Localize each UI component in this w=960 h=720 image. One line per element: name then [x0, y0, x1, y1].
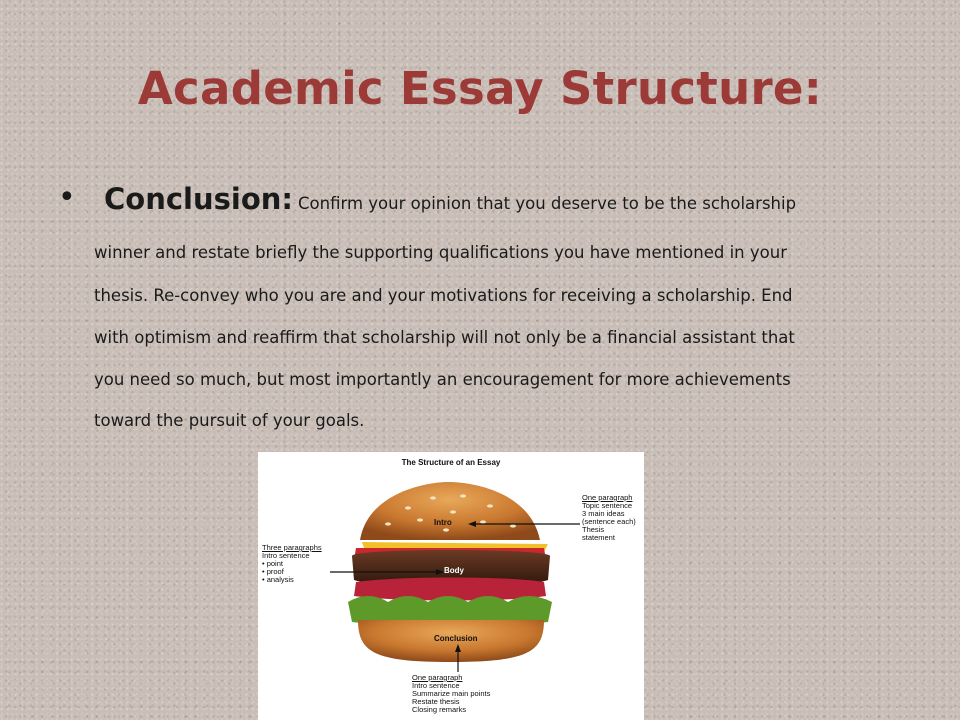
burger-label-conclusion: Conclusion	[434, 634, 478, 643]
essay-burger-diagram	[258, 452, 644, 720]
right-note-line: (sentence each)	[582, 517, 636, 526]
bottom-note	[412, 674, 490, 714]
left-note-line: • point	[262, 559, 283, 568]
bullet-text-line: thesis. Re-convey who you are and your motivations for receiving a scholarship. End	[94, 286, 793, 305]
right-note-line: Thesis	[582, 525, 605, 534]
burger-label-body: Body	[444, 566, 464, 575]
bullet-text-line: with optimism and reaffirm that scholarship will not only be a financial assistant that	[94, 328, 795, 347]
right-note-heading: One paragraph	[582, 493, 633, 502]
bottom-note-line: Closing remarks	[412, 705, 467, 714]
bottom-note-line: Intro sentence	[412, 681, 460, 690]
bullet-icon: •	[58, 180, 76, 215]
bullet-text-first: Confirm your opinion that you deserve to be the scholarship	[298, 194, 797, 213]
bottom-note-heading: One paragraph	[412, 673, 463, 682]
right-note	[582, 494, 636, 542]
bottom-note-line: Restate thesis	[412, 697, 460, 706]
right-note-line: statement	[582, 533, 615, 542]
bullet-text-line: toward the pursuit of your goals.	[94, 411, 365, 430]
bullet-lead: Conclusion:	[104, 182, 293, 216]
right-note-line: Topic sentence	[582, 501, 633, 510]
left-note-line: Intro sentence	[262, 551, 310, 560]
bottom-note-line: Summarize main points	[412, 689, 491, 698]
figure-title: The Structure of an Essay	[401, 458, 501, 467]
left-note-heading: Three paragraphs	[262, 543, 322, 552]
burger-label-intro: Intro	[434, 518, 452, 527]
left-note-line: • analysis	[262, 575, 294, 584]
bullet-text-line: winner and restate briefly the supporting qualifications you have mentioned in your	[94, 243, 787, 262]
slide-title: Academic Essay Structure:	[137, 62, 823, 115]
right-note-line: 3 main ideas	[582, 509, 625, 518]
bullet-text-line: you need so much, but most importantly an encouragement for more achievements	[94, 370, 791, 389]
left-note-line: • proof	[262, 567, 284, 576]
left-note	[262, 544, 322, 584]
